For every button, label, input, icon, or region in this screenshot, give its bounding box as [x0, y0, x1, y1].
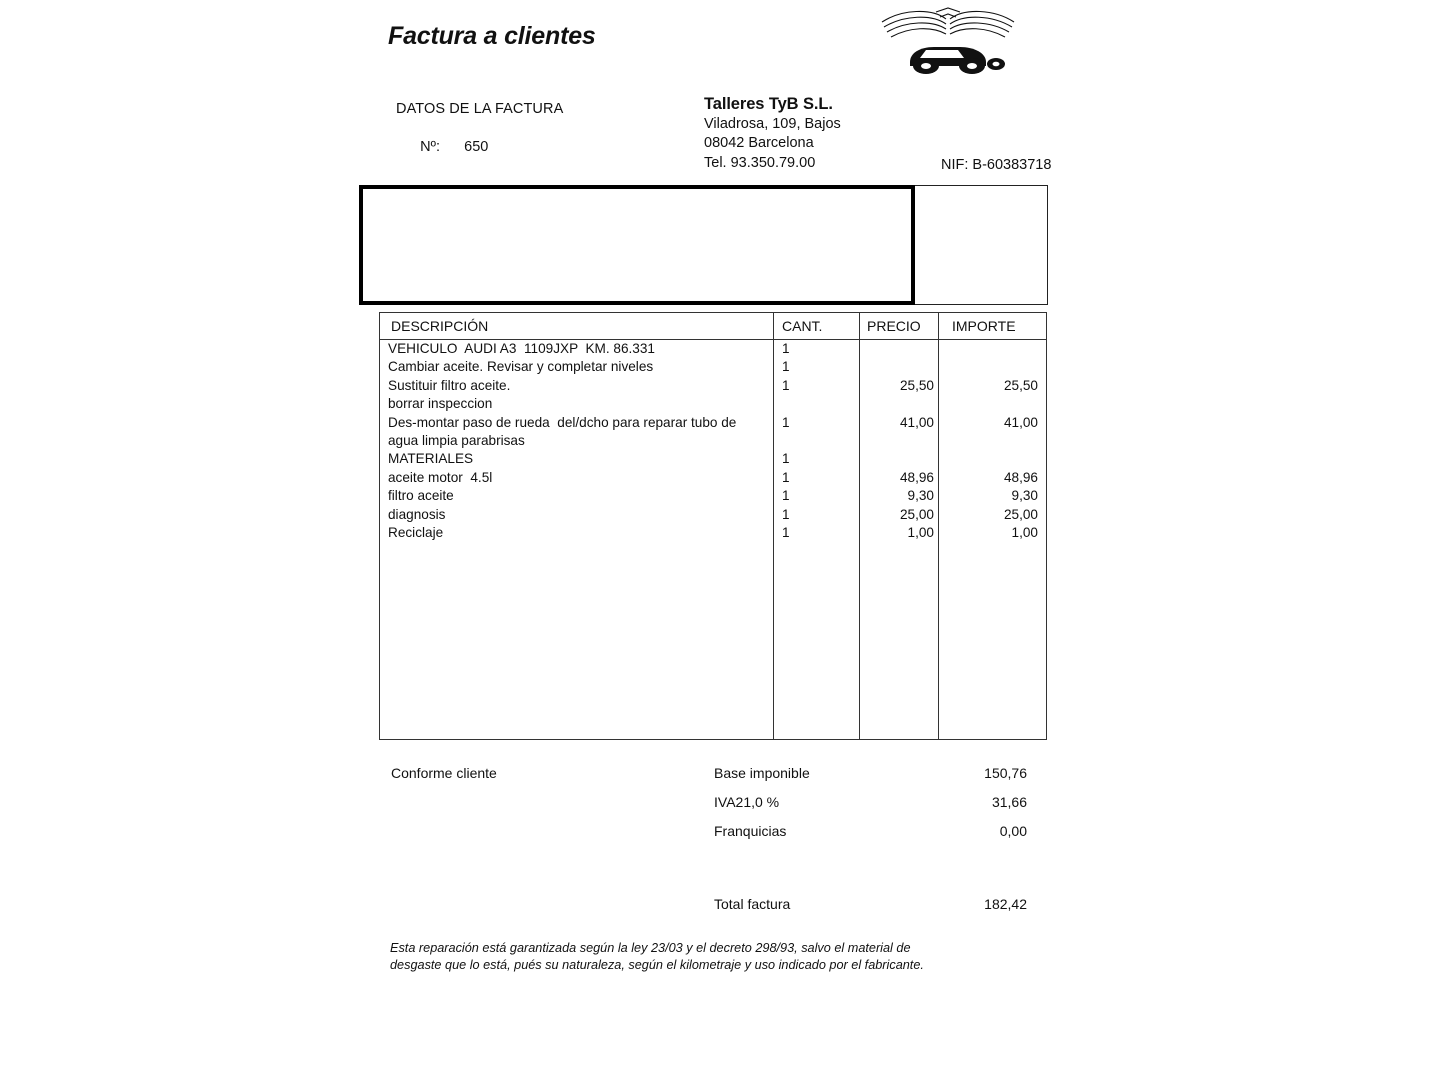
- items-table-body: [380, 341, 1046, 543]
- table-row: [380, 359, 1046, 377]
- legal-line-1: Esta reparación está garantizada según la ley 23/03 y el decreto 298/93, salvo el material de: [390, 941, 911, 955]
- header-description: DESCRIPCIÓN: [391, 318, 489, 334]
- total-value: 31,66: [991, 794, 1027, 810]
- grand-total-label: Total factura: [714, 896, 791, 912]
- cell-price: 9,30: [907, 488, 934, 504]
- total-row: [714, 765, 1047, 794]
- company-address-line2: 08042 Barcelona: [704, 135, 814, 151]
- grand-total-row: [714, 896, 1047, 925]
- total-label: IVA21,0 %: [714, 794, 780, 810]
- conforme-cliente-label: Conforme cliente: [391, 765, 497, 781]
- header-amount: IMPORTE: [952, 318, 1016, 334]
- legal-notice: [390, 940, 950, 973]
- table-row: [380, 433, 1046, 451]
- cell-description: Sustituir filtro aceite.: [388, 377, 511, 393]
- table-row: [380, 488, 1046, 506]
- cell-quantity: 1: [782, 359, 790, 375]
- cell-amount: 48,96: [1003, 469, 1038, 485]
- invoice-data-heading: DATOS DE LA FACTURA: [396, 101, 564, 117]
- company-nif: NIF: B-60383718: [941, 157, 1052, 173]
- cell-description: Reciclaje: [388, 524, 444, 540]
- grand-total-value: 182,42: [984, 896, 1027, 912]
- cell-description: Des-montar paso de rueda del/dcho para reparar tubo de: [388, 414, 737, 430]
- cell-description: agua limpia parabrisas: [388, 432, 525, 448]
- car-workshop-logo-icon: [874, 6, 1022, 74]
- cell-price: 25,00: [899, 506, 934, 522]
- items-table: [379, 312, 1047, 740]
- cell-quantity: 1: [782, 414, 790, 430]
- table-row: [380, 396, 1046, 414]
- company-block: [704, 95, 841, 173]
- company-address-line1: Viladrosa, 109, Bajos: [704, 115, 841, 132]
- header-quantity: CANT.: [782, 318, 823, 334]
- cell-description: aceite motor 4.5l: [388, 469, 493, 485]
- cell-description: Cambiar aceite. Revisar y completar niveles: [388, 359, 654, 375]
- table-row: [380, 451, 1046, 469]
- cell-amount: 1,00: [1011, 524, 1038, 540]
- invoice-number-value: 650: [464, 139, 489, 155]
- cell-quantity: 1: [782, 341, 790, 356]
- table-row: [380, 415, 1046, 433]
- table-row: [380, 378, 1046, 396]
- cell-amount: 9,30: [1011, 488, 1038, 504]
- totals-block: [714, 765, 1047, 852]
- cell-price: 1,00: [907, 524, 934, 540]
- cell-description: borrar inspeccion: [388, 396, 493, 412]
- table-row: [380, 507, 1046, 525]
- cell-quantity: 1: [782, 506, 790, 522]
- cell-description: diagnosis: [388, 506, 446, 522]
- cell-description: VEHICULO AUDI A3 1109JXP KM. 86.331: [388, 341, 655, 356]
- client-details-box[interactable]: [359, 185, 915, 305]
- client-side-box[interactable]: [915, 185, 1048, 305]
- table-row: [380, 525, 1046, 543]
- total-row: [714, 794, 1047, 823]
- cell-quantity: 1: [782, 451, 790, 467]
- header-price: PRECIO: [867, 318, 921, 334]
- company-phone: Tel. 93.350.79.00: [704, 154, 816, 171]
- cell-description: filtro aceite: [388, 488, 454, 504]
- cell-quantity: 1: [782, 469, 790, 485]
- cell-price: 48,96: [899, 469, 934, 485]
- table-row: [380, 470, 1046, 488]
- legal-line-2: desgaste que lo está, pués su naturaleza, según el kilometraje y uso indicado por el fabricante.: [390, 957, 924, 972]
- cell-price: 25,50: [899, 377, 934, 393]
- company-name: Talleres TyB S.L.: [704, 95, 833, 113]
- table-row: [380, 341, 1046, 359]
- cell-amount: 25,50: [1003, 377, 1038, 393]
- invoice-number-label: Nº:: [420, 139, 440, 155]
- total-label: Franquicias: [714, 823, 787, 839]
- cell-price: 41,00: [899, 414, 934, 430]
- cell-quantity: 1: [782, 524, 790, 540]
- total-value: 150,76: [984, 765, 1027, 781]
- total-label: Base imponible: [714, 765, 810, 781]
- total-value: 0,00: [999, 823, 1027, 839]
- page-title: Factura a clientes: [388, 22, 596, 50]
- cell-quantity: 1: [782, 377, 790, 393]
- cell-amount: 25,00: [1003, 506, 1038, 522]
- cell-quantity: 1: [782, 488, 790, 504]
- cell-amount: 41,00: [1003, 414, 1038, 430]
- total-row: [714, 823, 1047, 852]
- cell-description: MATERIALES: [388, 451, 474, 467]
